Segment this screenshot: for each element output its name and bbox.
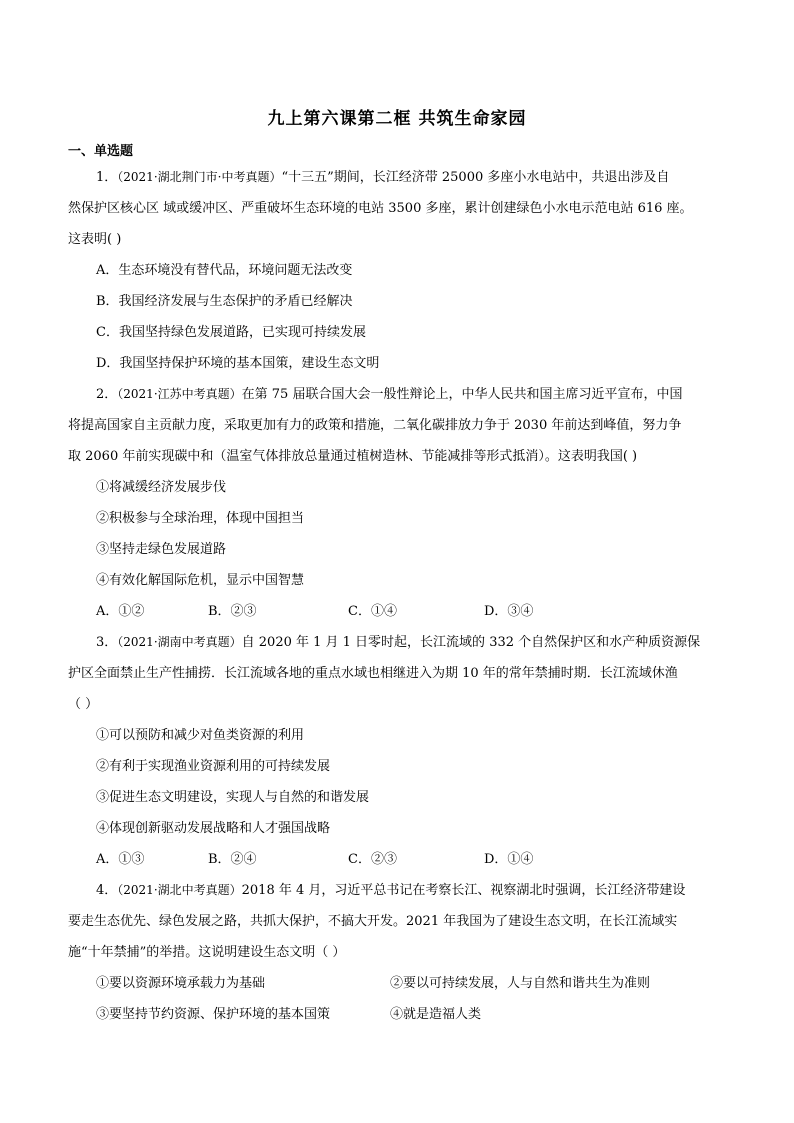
question-1-line-1 (68, 162, 728, 193)
section-heading: 一、单选题 (68, 144, 134, 159)
statement-item: ④体现创新驱动发展战略和人才强国战略 (96, 821, 331, 836)
question-source: （2021·湖南中考真题） (117, 635, 242, 649)
statement-row (68, 999, 728, 1030)
question-text: 2018 年 4 月，习近平总书记在考察长江、视察湖北时强调，长江经济带建设 (241, 883, 686, 898)
options-row (68, 844, 728, 875)
option-c[interactable]: C．②③ (348, 852, 397, 867)
question-text: 在第 75 届联合国大会一般性辩论上，中华人民共和国主席习近平宣布，中国 (241, 387, 683, 402)
statement-item: ②有利于实现渔业资源利用的可持续发展 (96, 759, 331, 774)
option-d[interactable]: D．①④ (484, 852, 534, 867)
question-text: 自 2020 年 1 月 1 日零时起，长江流域的 332 个自然保护区和水产种质资源保 (241, 635, 701, 650)
question-list (68, 162, 728, 1030)
option-b[interactable]: B．②③ (208, 604, 257, 619)
question-2-line-2: 将提高国家自主贡献力度，采取更加有力的政策和措施，二氧化碳排放力争于 2030 年前达到峰值，努力争 (68, 418, 682, 433)
statement-item: ③坚持走绿色发展道路 (96, 542, 227, 557)
option-b[interactable]: B．我国经济发展与生态保护的矛盾已经解决 (96, 294, 353, 309)
statement-row (68, 968, 728, 999)
question-2-line-3: 取 2060 年前实现碳中和（温室气体排放总量通过植树造林、节能减排等形式抵消）。这表明我国( ) (68, 449, 638, 464)
question-source: （2021·湖北中考真题） (117, 883, 242, 897)
option-d[interactable]: D．我国坚持保护环境的基本国策，建设生态文明 (96, 356, 380, 371)
statement-item: ④就是造福人类 (390, 1007, 482, 1022)
statement-item: ②积极参与全球治理，体现中国担当 (96, 511, 305, 526)
question-source: （2021·江苏中考真题） (117, 387, 242, 401)
option-b[interactable]: B．②④ (208, 852, 257, 867)
question-3-line-3: （ ） (68, 697, 99, 712)
question-number: 3． (96, 635, 118, 650)
question-3-line-1 (68, 627, 728, 658)
option-a[interactable]: A．①② (96, 604, 145, 619)
option-c[interactable]: C．①④ (348, 604, 397, 619)
question-1-line-2: 然保护区核心区 域或缓冲区、严重破坏生态环境的电站 3500 多座，累计创建绿色小水电示范电站 616 座。 (68, 201, 693, 216)
statement-item: ①将减缓经济发展步伐 (96, 480, 227, 495)
statement-item: ②要以可持续发展，人与自然和谐共生为准则 (390, 976, 651, 991)
question-2-line-1 (68, 379, 728, 410)
statement-item: ①要以资源环境承载力为基础 (96, 976, 266, 991)
statement-item: ①可以预防和减少对鱼类资源的利用 (96, 728, 305, 743)
option-c[interactable]: C．我国坚持绿色发展道路，已实现可持续发展 (96, 325, 366, 340)
option-a[interactable]: A．①③ (96, 852, 145, 867)
statement-item: ③要坚持节约资源、保护环境的基本国策 (96, 1007, 331, 1022)
question-4-line-3: 施“十年禁捕”的举措。这说明建设生态文明（ ） (68, 945, 346, 960)
question-4-line-2: 要走生态优先、绿色发展之路，共抓大保护，不搞大开发。2021 年我国为了建设生态文明，在长江流域实 (68, 914, 678, 929)
statement-item: ④有效化解国际危机，显示中国智慧 (96, 573, 305, 588)
question-number: 4． (96, 883, 118, 898)
option-a[interactable]: A．生态环境没有替代品，环境问题无法改变 (96, 263, 353, 278)
options-row (68, 596, 728, 627)
question-source: （2021·湖北荆门市·中考真题） (117, 170, 282, 184)
statement-item: ③促进生态文明建设，实现人与自然的和谐发展 (96, 790, 370, 805)
question-number: 2． (96, 387, 118, 402)
question-number: 1． (96, 170, 118, 185)
page-title: 九上第六课第二框 共筑生命家园 (267, 109, 527, 129)
question-text: “十三五”期间，长江经济带 25000 多座小水电站中，共退出涉及自 (281, 170, 670, 185)
question-4-line-1 (68, 875, 728, 906)
question-3-line-2: 护区全面禁止生产性捕捞．长江流域各地的重点水域也相继进入为期 10 年的常年禁捕时期．长江流域休渔 (68, 666, 678, 681)
option-d[interactable]: D．③④ (484, 604, 534, 619)
question-1-line-3: 这表明( ) (68, 232, 122, 247)
